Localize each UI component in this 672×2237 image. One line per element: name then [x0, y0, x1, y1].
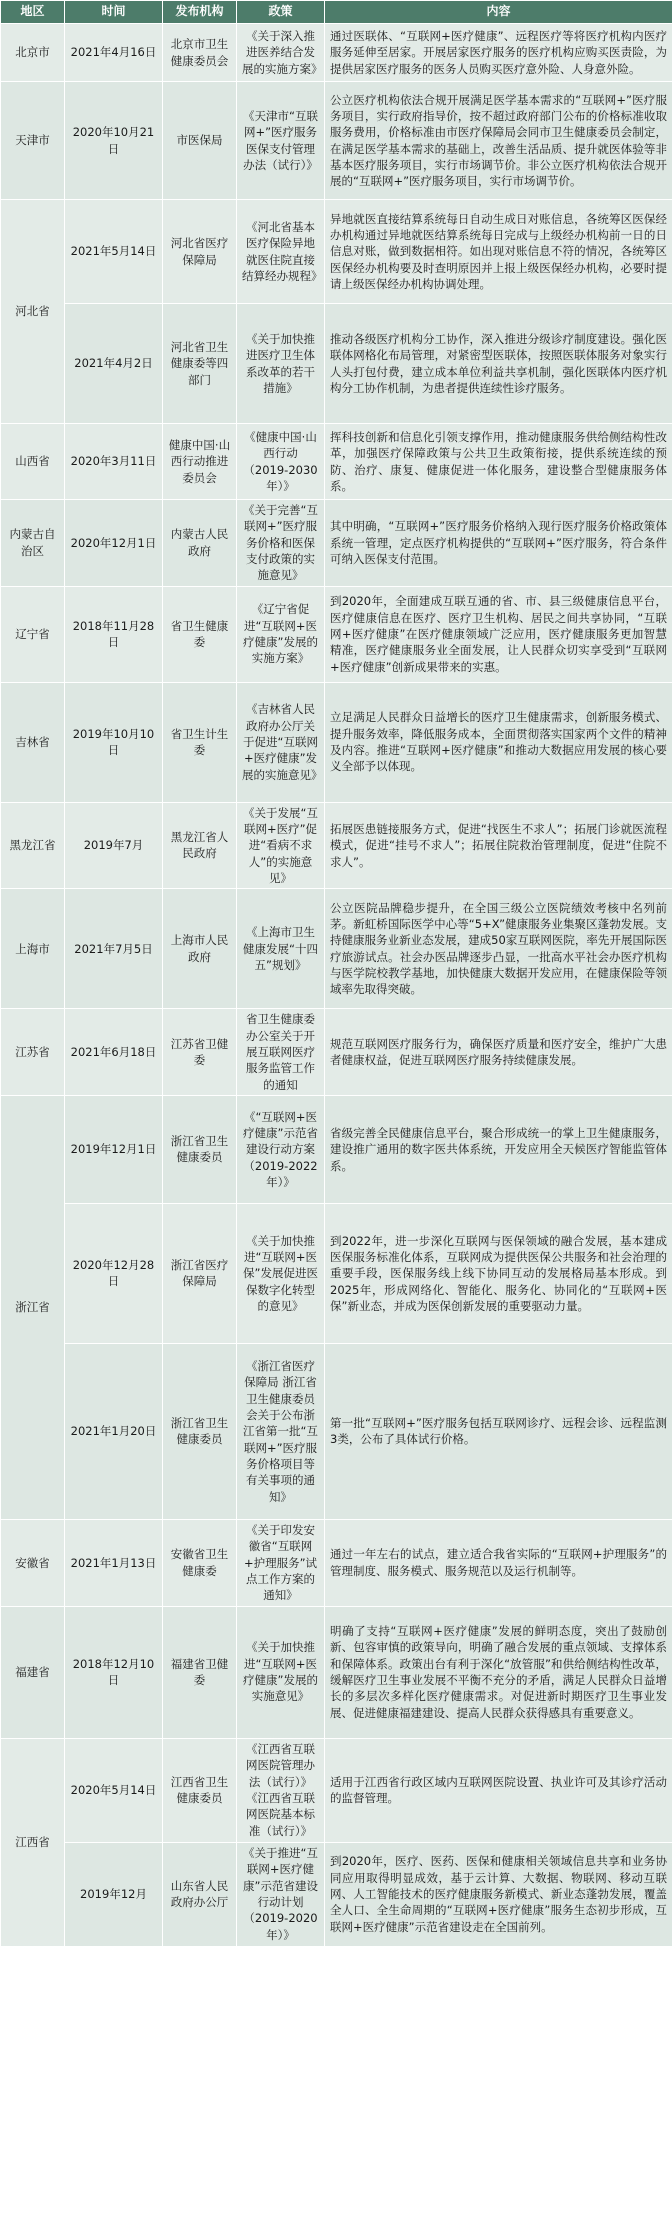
- cell-policy: 《江西省互联网医院管理办法（试行）》《江西省互联网医院基本标准（试行）》: [237, 1738, 325, 1842]
- cell-date: 2021年1月13日: [65, 1519, 163, 1606]
- header-policy: 政策: [237, 1, 325, 24]
- table-row: [1, 1519, 672, 1606]
- cell-date: 2020年12月1日: [65, 500, 163, 587]
- cell-agency: 江苏省卫健委: [163, 1009, 237, 1096]
- cell-date: 2021年4月16日: [65, 24, 163, 82]
- cell-agency: 福建省卫健委: [163, 1606, 237, 1738]
- cell-agency: 市医保局: [163, 82, 237, 200]
- table-row: [1, 802, 672, 889]
- cell-content: 明确了支持“互联网+医疗健康”发展的鲜明态度，突出了鼓励创新、包容审慎的政策导向，明确了融合发展的重点领域、支撑体系和保障体系。政策出台有利于深化“放管服”和供给侧结构性改革，缓解医疗卫生事业发展不平衡不充分的矛盾，满足人民群众日益增长的多层次多样化医疗健康需求。对促进新时期医疗卫生事业发展、促进健康福建建设、提高人民群众获得感具有重要意义。: [325, 1606, 672, 1738]
- cell-content: 其中明确，“互联网+”医疗服务价格纳入现行医疗服务价格政策体系统一管理，定点医疗机构提供的“互联网+”医疗服务，符合条件可纳入医保支付范围。: [325, 500, 672, 587]
- cell-policy: 《吉林省人民政府办公厅关于促进“互联网+医疗健康”发展的实施意见》: [237, 682, 325, 802]
- cell-policy: 《天津市“互联网+”医疗服务医保支付管理办法（试行）》: [237, 82, 325, 200]
- header-row: [1, 1, 672, 24]
- table-row: [1, 1606, 672, 1738]
- cell-date: 2021年5月14日: [65, 200, 163, 304]
- cell-region: 河北省: [1, 200, 65, 424]
- cell-policy: 《辽宁省促进“互联网+医疗健康”发展的实施方案》: [237, 586, 325, 682]
- cell-region: 浙江省: [1, 1095, 65, 1519]
- cell-region: 黑龙江省: [1, 802, 65, 889]
- table-row: [1, 682, 672, 802]
- cell-content: 省级完善全民健康信息平台，聚合形成统一的掌上卫生健康服务，建设推广通用的数字医共体系统，开发应用全天候医疗智能监管体系。: [325, 1095, 672, 1203]
- cell-policy: 《关于加快推进“互联网+医疗健康”发展的实施意见》: [237, 1606, 325, 1738]
- cell-policy: 《河北省基本医疗保险异地就医住院直接结算经办规程》: [237, 200, 325, 304]
- cell-agency: 山东省人民政府办公厅: [163, 1842, 237, 1946]
- cell-policy: 《关于深入推进医养结合发展的实施方案》: [237, 24, 325, 82]
- cell-policy: 《关于发展“互联网+医疗”促进“看病不求人”的实施意见》: [237, 802, 325, 889]
- table-row: [1, 424, 672, 500]
- cell-region: 上海市: [1, 889, 65, 1009]
- cell-content: 通过医联体、“互联网+医疗健康”、远程医疗等将医疗机构内医疗服务延伸至居家。开展居家医疗服务的医疗机构应购买医责险，为提供居家医疗服务的医务人员购买医疗意外险、人身意外险。: [325, 24, 672, 82]
- cell-region: 福建省: [1, 1606, 65, 1738]
- cell-agency: 江西省卫生健康委员: [163, 1738, 237, 1842]
- header-agency: 发布机构: [163, 1, 237, 24]
- table-row: [1, 304, 672, 424]
- table-row: [1, 1842, 672, 1946]
- cell-agency: 上海市人民政府: [163, 889, 237, 1009]
- header-content: 内容: [325, 1, 672, 24]
- cell-content: 通过一年左右的试点，建立适合我省实际的“互联网+护理服务”的管理制度、服务模式、服务规范以及运行机制等。: [325, 1519, 672, 1606]
- cell-content: 拓展医患链接服务方式，促进“找医生不求人”；拓展门诊就医流程模式，促进“挂号不求人”；拓展住院救治管理制度，促进“住院不求人”。: [325, 802, 672, 889]
- cell-policy: 《健康中国·山西行动（2019-2030年）》: [237, 424, 325, 500]
- table-row: [1, 24, 672, 82]
- cell-policy: 《关于推进“互联网+医疗健康”示范省建设行动计划（2019-2020年）》: [237, 1842, 325, 1946]
- cell-policy: 《“互联网+医疗健康”示范省建设行动方案（2019-2022年）》: [237, 1095, 325, 1203]
- cell-region: 江西省: [1, 1738, 65, 1946]
- cell-policy: 《关于加快推进“互联网+医保”发展促进医保数字化转型的意见》: [237, 1203, 325, 1343]
- cell-date: 2021年4月2日: [65, 304, 163, 424]
- table-row: [1, 586, 672, 682]
- cell-content: 异地就医直接结算系统每日自动生成日对账信息，各统筹区医保经办机构通过异地就医结算系统每日完成与上级经办机构前一日的日信息对账，做到数据相符。如出现对账信息不符的情况，各统筹区医保经办机构要及时查明原因并上报上级医保经办机构，必要时提请上级医保经办机构协调处理。: [325, 200, 672, 304]
- cell-agency: 浙江省卫生健康委员: [163, 1095, 237, 1203]
- cell-region: 吉林省: [1, 682, 65, 802]
- cell-agency: 北京市卫生健康委员会: [163, 24, 237, 82]
- cell-date: 2021年7月5日: [65, 889, 163, 1009]
- table-row: [1, 1095, 672, 1203]
- cell-date: 2020年10月21日: [65, 82, 163, 200]
- cell-date: 2019年12月: [65, 1842, 163, 1946]
- cell-policy: 省卫生健康委办公室关于开展互联网医疗服务监管工作的通知: [237, 1009, 325, 1096]
- cell-agency: 健康中国·山西行动推进委员会: [163, 424, 237, 500]
- cell-content: 到2020年，全面建成互联互通的省、市、县三级健康信息平台，医疗健康信息在医疗、医疗卫生机构、居民之间共享协同，“互联网+医疗健康”在医疗健康领域广泛应用，医疗健康服务更加智慧精准，医疗健康服务业全面发展，让人民群众切实享受到“互联网+医疗健康”创新成果带来的实惠。: [325, 586, 672, 682]
- cell-content: 第一批“互联网+”医疗服务包括互联网诊疗、远程会诊、远程监测3类，公布了具体试行价格。: [325, 1343, 672, 1519]
- cell-date: 2020年5月14日: [65, 1738, 163, 1842]
- cell-policy: 《上海市卫生健康发展“十四五”规划》: [237, 889, 325, 1009]
- cell-agency: 浙江省卫生健康委员: [163, 1343, 237, 1519]
- cell-content: 规范互联网医疗服务行为，确保医疗质量和医疗安全，维护广大患者健康权益，促进互联网医疗服务持续健康发展。: [325, 1009, 672, 1096]
- cell-agency: 安徽省卫生健康委: [163, 1519, 237, 1606]
- cell-date: 2018年12月10日: [65, 1606, 163, 1738]
- cell-region: 安徽省: [1, 1519, 65, 1606]
- cell-date: 2019年12月1日: [65, 1095, 163, 1203]
- cell-region: 内蒙古自治区: [1, 500, 65, 587]
- cell-policy: 《关于加快推进医疗卫生体系改革的若干措施》: [237, 304, 325, 424]
- cell-content: 适用于江西省行政区域内互联网医院设置、执业许可及其诊疗活动的监督管理。: [325, 1738, 672, 1842]
- cell-content: 立足满足人民群众日益增长的医疗卫生健康需求，创新服务模式、提升服务效率，降低服务成本，全面贯彻落实国家两个文件的精神及内容。推进“互联网+医疗健康”和推动大数据应用发展的核心要义全部予以体现。: [325, 682, 672, 802]
- cell-date: 2018年11月28日: [65, 586, 163, 682]
- cell-content: 推动各级医疗机构分工协作，深入推进分级诊疗制度建设。强化医联体网格化布局管理，对紧密型医联体，按照医联体服务对象实行人头打包付费，建立成本单位利益共享机制，强化医联体内医疗机构分工协作机制，为患者提供连续性诊疗服务。: [325, 304, 672, 424]
- table-row: [1, 889, 672, 1009]
- cell-date: 2019年7月: [65, 802, 163, 889]
- table-body: [1, 24, 672, 1947]
- cell-content: 公立医院品牌稳步提升，在全国三级公立医院绩效考核中名列前茅。新虹桥国际医学中心等“5+X”健康服务业集聚区蓬勃发展。支持健康服务业新业态发展，建成50家互联网医院，率先开展国际医疗旅游试点。社会办医品牌逐步凸显，一批高水平社会办医疗机构与医学院校教学基地，加快健康大数据开发应用，在健康保险等领域率先取得突破。: [325, 889, 672, 1009]
- cell-date: 2021年1月20日: [65, 1343, 163, 1519]
- header-date: 时间: [65, 1, 163, 24]
- cell-region: 辽宁省: [1, 586, 65, 682]
- cell-region: 北京市: [1, 24, 65, 82]
- cell-agency: 省卫生健康委: [163, 586, 237, 682]
- cell-agency: 黑龙江省人民政府: [163, 802, 237, 889]
- cell-agency: 内蒙古人民政府: [163, 500, 237, 587]
- header-region: 地区: [1, 1, 65, 24]
- table-row: [1, 1203, 672, 1343]
- cell-content: 到2022年，进一步深化互联网与医保领域的融合发展，基本建成医保服务标准化体系，互联网成为提供医保公共服务和社会治理的重要手段，医保服务线上线下协同互动的发展格局基本形成。到2025年，形成网络化、智能化、服务化、协同化的“互联网+医保”新业态，并成为医保创新发展的重要驱动力量。: [325, 1203, 672, 1343]
- cell-policy: 《关于印发安徽省“互联网+护理服务”试点工作方案的通知》: [237, 1519, 325, 1606]
- table-row: [1, 500, 672, 587]
- cell-content: 挥科技创新和信息化引领支撑作用，推动健康服务供给侧结构性改革，加强医疗保障政策与公共卫生政策衔接，提供系统连续的预防、治疗、康复、健康促进一体化服务，建设整合型健康服务体系。: [325, 424, 672, 500]
- cell-date: 2019年10月10日: [65, 682, 163, 802]
- cell-region: 天津市: [1, 82, 65, 200]
- cell-date: 2020年12月28日: [65, 1203, 163, 1343]
- cell-policy: 《浙江省医疗保障局 浙江省卫生健康委员会关于公布浙江省第一批“互联网+”医疗服务价格项目等有关事项的通知》: [237, 1343, 325, 1519]
- cell-content: 公立医疗机构依法合规开展满足医学基本需求的“互联网+”医疗服务项目，实行政府指导价，按不超过政府部门公布的价格标准收取服务费用，价格标准由市医疗保障局会同市卫生健康委员会制定，在满足医学基本需求的基础上，改善生活品质、提升就医体验等非基本医疗服务项目，实行市场调节价。非公立医疗机构依法合规开展的“互联网+”医疗服务项目，实行市场调节价。: [325, 82, 672, 200]
- table-row: [1, 1738, 672, 1842]
- cell-agency: 浙江省医疗保障局: [163, 1203, 237, 1343]
- cell-date: 2021年6月18日: [65, 1009, 163, 1096]
- cell-policy: 《关于完善“互联网+”医疗服务价格和医保支付政策的实施意见》: [237, 500, 325, 587]
- cell-content: 到2020年，医疗、医药、医保和健康相关领域信息共享和业务协同应用取得明显成效，基于云计算、大数据、物联网、移动互联网、人工智能技术的医疗健康服务新模式、新业态蓬勃发展，覆盖全人口、全生命周期的“互联网+医疗健康”服务生态初步形成，互联网+医疗健康”示范省建设走在全国前列。: [325, 1842, 672, 1946]
- table-row: [1, 1009, 672, 1096]
- cell-agency: 省卫生计生委: [163, 682, 237, 802]
- table-header: [1, 1, 672, 24]
- cell-region: 江苏省: [1, 1009, 65, 1096]
- table-row: [1, 1343, 672, 1519]
- cell-date: 2020年3月11日: [65, 424, 163, 500]
- table-row: [1, 82, 672, 200]
- cell-agency: 河北省卫生健康委等四部门: [163, 304, 237, 424]
- cell-region: 山西省: [1, 424, 65, 500]
- cell-agency: 河北省医疗保障局: [163, 200, 237, 304]
- table-row: [1, 200, 672, 304]
